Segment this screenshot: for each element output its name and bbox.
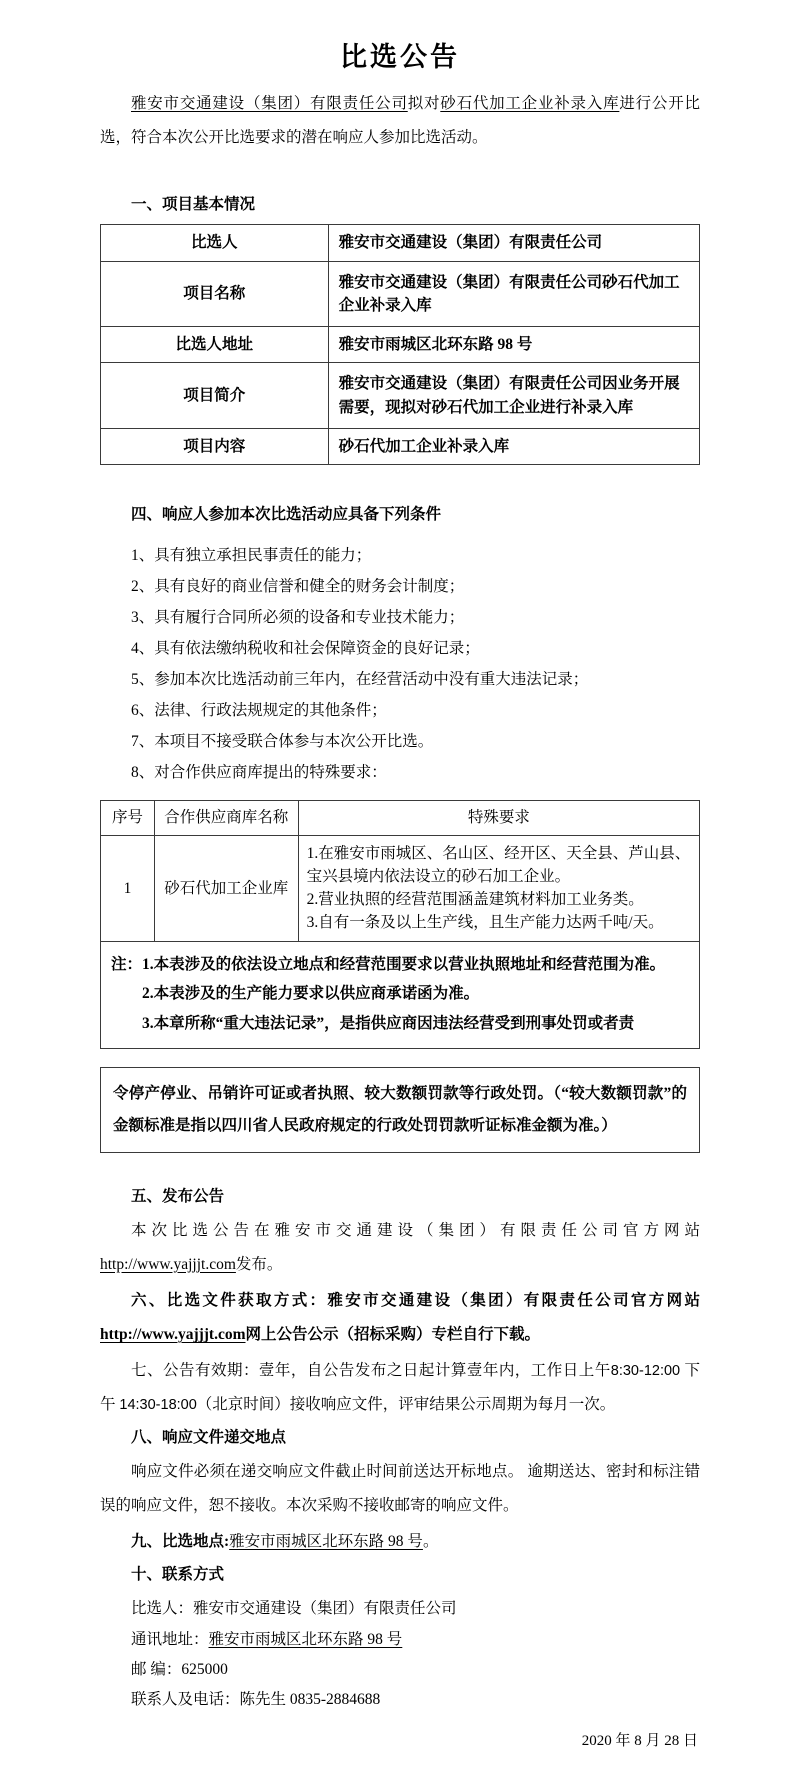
condition-item: 5、参加本次比选活动前三年内，在经营活动中没有重大违法记录；	[131, 671, 589, 689]
requirement-line: 1.在雅安市雨城区、名山区、经开区、天全县、芦山县、宝兴县境内依法设立的砂石加工企业。	[306, 844, 691, 885]
row-label: 比选人地址	[101, 327, 329, 363]
intro-rest-text: 进行公开比选，符合本次公开比选要求的潜在响应人参加比选活动。	[100, 95, 700, 147]
section-contact-heading: 十、联系方式	[131, 1566, 225, 1584]
basic-info-table	[100, 224, 700, 465]
cell-serial-no: 1	[101, 835, 155, 941]
page-title: 比选公告	[340, 42, 460, 72]
contact-label: 联系人及电话：	[131, 1691, 240, 1709]
row-label: 比选人	[101, 225, 329, 261]
location-line	[131, 1525, 700, 1559]
contact-line	[131, 1655, 700, 1685]
table-note: 注：1.本表涉及的依法设立地点和经营范围要求以营业执照地址和经营范围为准。	[111, 955, 666, 973]
table-note: 2.本表涉及的生产能力要求以供应商承诺函为准。	[142, 985, 480, 1003]
validity-paragraph	[100, 1354, 700, 1422]
row-label: 项目名称	[101, 261, 329, 327]
validity-part2: 下午	[100, 1361, 700, 1414]
contact-address-underlined: 雅安市雨城区北环东路 98 号	[208, 1630, 403, 1648]
contact-block	[100, 1594, 700, 1715]
supplier-table-notes-row	[101, 941, 700, 1048]
condition-item: 6、法律、行政法规规定的其他条件；	[131, 702, 387, 720]
intro-mid-text: 拟对	[407, 95, 441, 113]
website-link[interactable]: http://www.yajjjt.com	[100, 1325, 246, 1343]
table-row	[101, 261, 700, 327]
table-row	[101, 225, 700, 261]
location-suffix: 。	[422, 1533, 439, 1551]
condition-item: 1、具有独立承担民事责任的能力；	[131, 547, 372, 565]
cell-requirements	[298, 835, 699, 941]
row-value: 砂石代加工企业补录入库	[328, 428, 699, 464]
column-header-requirements: 特殊要求	[298, 801, 699, 836]
condition-item: 8、对合作供应商库提出的特殊要求：	[131, 764, 387, 782]
row-value: 雅安市交通建设（集团）有限责任公司因业务开展需要，现拟对砂石代加工企业进行补录入库	[328, 363, 699, 429]
column-header-name: 合作供应商库名称	[154, 801, 298, 836]
row-value: 雅安市交通建设（集团）有限责任公司	[328, 225, 699, 261]
contact-line	[131, 1685, 700, 1715]
location-label: 九、比选地点:	[131, 1533, 230, 1551]
continuation-note-box: 令停产停业、吊销许可证或者执照、较大数额罚款等行政处罚。（“较大数额罚款”的金额标准是指以四川省人民政府规定的行政处罚罚款听证标准金额为准。）	[100, 1067, 700, 1153]
requirement-line: 3.自有一条及以上生产线，且生产能力达两千吨/天。	[306, 914, 664, 932]
requirement-line: 2.营业执照的经营范围涵盖建筑材料加工业务类。	[306, 891, 644, 909]
table-row	[101, 363, 700, 429]
location-address: 雅安市雨城区北环东路 98 号	[229, 1533, 423, 1551]
contact-label: 比选人：	[131, 1600, 194, 1618]
row-label: 项目内容	[101, 428, 329, 464]
condition-item: 2、具有良好的商业信誉和健全的财务会计制度；	[131, 578, 465, 596]
contact-value: 625000	[181, 1660, 228, 1678]
delivery-paragraph: 响应文件必须在递交响应文件截止时间前送达开标地点。 逾期送达、密封和标注错误的响应文件，恕不接收。本次采购不接收邮寄的响应文件。	[100, 1463, 700, 1515]
website-link[interactable]: http://www.yajjjt.com	[100, 1255, 236, 1273]
row-value: 雅安市雨城区北环东路 98 号	[328, 327, 699, 363]
contact-value: 陈先生 0835-2884688	[239, 1691, 381, 1709]
contact-value: 雅安市交通建设（集团）有限责任公司	[193, 1600, 457, 1618]
row-value: 雅安市交通建设（集团）有限责任公司砂石代加工企业补录入库	[328, 261, 699, 327]
obtain-prefix: 六、比选文件获取方式：雅安市交通建设（集团）有限责任公司官方网站	[131, 1291, 700, 1309]
time-range-morning: 8:30-12:00	[610, 1362, 681, 1379]
table-notes-cell	[101, 941, 700, 1048]
supplier-table-row	[101, 835, 700, 941]
obtain-paragraph	[100, 1284, 700, 1352]
obtain-suffix: 网上公告公示（招标采购）专栏自行下载。	[245, 1325, 541, 1343]
column-header-no: 序号	[101, 801, 155, 836]
contact-label: 通讯地址：	[131, 1630, 209, 1648]
row-label: 项目简介	[101, 363, 329, 429]
publish-text-after: 发布。	[235, 1255, 283, 1273]
condition-item: 3、具有履行合同所必须的设备和专业技术能力；	[131, 609, 465, 627]
table-row	[101, 327, 700, 363]
time-range-afternoon: 14:30-18:00	[119, 1397, 197, 1414]
section-publish-heading: 五、发布公告	[131, 1187, 225, 1205]
cell-library-name: 砂石代加工企业库	[154, 835, 298, 941]
table-row	[101, 428, 700, 464]
intro-paragraph	[100, 87, 700, 155]
section-basic-heading: 一、项目基本情况	[131, 196, 256, 214]
publish-paragraph	[100, 1214, 700, 1282]
validity-part1: 七、公告有效期：壹年，自公告发布之日起计算壹年内，工作日上午	[131, 1361, 611, 1379]
validity-part3: （北京时间）接收响应文件，评审结果公示周期为每月一次。	[196, 1396, 616, 1414]
section-delivery-heading: 八、响应文件递交地点	[131, 1429, 287, 1447]
contact-label: 邮 编：	[131, 1660, 182, 1678]
condition-item: 7、本项目不接受联合体参与本次公开比选。	[131, 733, 434, 751]
supplier-table-header-row	[101, 801, 700, 836]
condition-item: 4、具有依法缴纳税收和社会保障资金的良好记录；	[131, 640, 480, 658]
section-conditions-heading: 四、响应人参加本次比选活动应具备下列条件	[131, 506, 442, 524]
table-note: 3.本章所称“重大违法记录”，是指供应商因违法经营受到刑事处罚或者责	[142, 1014, 635, 1032]
conditions-list	[100, 540, 700, 788]
intro-company-underlined: 雅安市交通建设（集团）有限责任公司	[131, 95, 408, 113]
contact-line	[131, 1594, 700, 1624]
intro-subject-underlined: 砂石代加工企业补录入库	[440, 95, 620, 113]
contact-line	[131, 1625, 700, 1655]
document-date: 2020 年 8 月 28 日	[581, 1733, 698, 1750]
publish-text-before: 本次比选公告在雅安市交通建设（集团）有限责任公司官方网站	[131, 1221, 700, 1239]
supplier-table	[100, 800, 700, 1049]
